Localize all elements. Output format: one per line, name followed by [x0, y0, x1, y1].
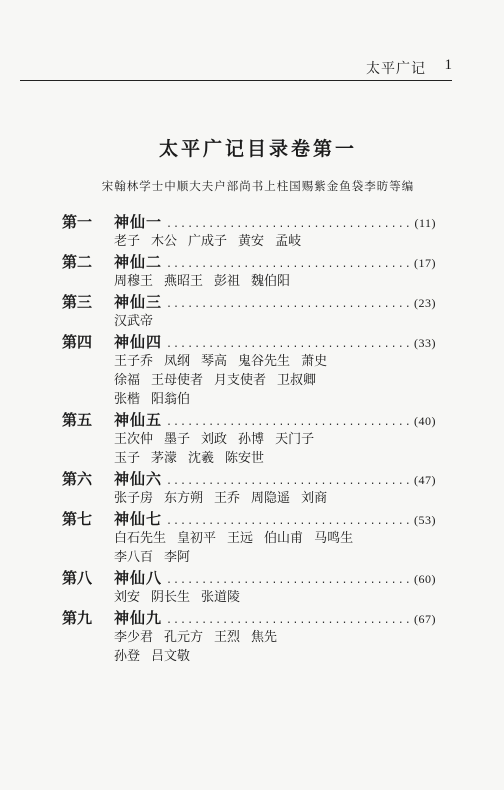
immortal-name: 周穆王 — [114, 274, 154, 289]
chapter-name: 神仙八 — [114, 569, 163, 587]
immortal-name: 王乔 — [214, 491, 241, 506]
immortal-name: 燕昭王 — [164, 274, 204, 289]
immortal-names-line — [62, 312, 436, 331]
immortal-name: 卫叔卿 — [277, 373, 317, 388]
chapter-number: 第五 — [62, 411, 93, 429]
chapter-line — [62, 508, 436, 529]
chapter-name: 神仙三 — [114, 293, 163, 311]
chapter-number: 第一 — [62, 213, 93, 231]
immortal-name: 刘安 — [114, 590, 141, 605]
immortal-name: 孙登 — [114, 649, 141, 664]
chapter-number: 第七 — [62, 510, 93, 528]
dot-leader — [166, 476, 410, 487]
immortal-names-line — [62, 272, 436, 291]
immortal-name: 鬼谷先生 — [238, 354, 291, 369]
immortal-name: 王子乔 — [114, 354, 154, 369]
chapter-line — [62, 251, 436, 272]
immortal-name: 墨子 — [164, 432, 191, 447]
immortal-name: 王远 — [227, 531, 254, 546]
immortal-name: 玉子 — [114, 451, 141, 466]
chapter-name: 神仙四 — [114, 333, 163, 351]
chapter-page-ref: (11) — [414, 216, 436, 230]
chapter-page-ref: (67) — [414, 612, 436, 626]
immortal-name: 张楷 — [114, 392, 141, 407]
immortal-names-line — [62, 548, 436, 567]
chapter-name: 神仙七 — [114, 510, 163, 528]
immortal-name: 阳翁伯 — [151, 392, 191, 407]
chapter-name: 神仙九 — [114, 609, 163, 627]
immortal-names-line — [62, 449, 436, 468]
dot-leader — [166, 219, 410, 230]
chapter-line — [62, 567, 436, 588]
chapter-number: 第二 — [62, 253, 93, 271]
toc-title: 太平广记目录卷第一 — [158, 138, 357, 160]
dot-leader — [166, 575, 410, 586]
immortal-names-line — [62, 489, 436, 508]
running-title: 太平广记 — [366, 61, 426, 77]
immortal-name: 焦先 — [251, 630, 278, 645]
immortal-names-line — [62, 647, 436, 666]
toc-entry — [62, 409, 436, 468]
immortal-name: 黄安 — [238, 234, 265, 249]
immortal-names-line — [62, 371, 436, 390]
toc-list — [62, 211, 436, 666]
immortal-name: 张子房 — [114, 491, 154, 506]
immortal-name: 陈安世 — [225, 451, 265, 466]
dot-leader — [166, 615, 410, 626]
immortal-name: 王母使者 — [151, 373, 204, 388]
immortal-names-line — [62, 588, 436, 607]
immortal-name: 茅濛 — [151, 451, 178, 466]
chapter-page-ref: (47) — [414, 473, 436, 487]
chapter-page-ref: (53) — [414, 513, 436, 527]
immortal-names-line — [62, 232, 436, 251]
chapter-page-ref: (60) — [414, 572, 436, 586]
dot-leader — [166, 299, 410, 310]
dot-leader — [166, 417, 410, 428]
toc-entry — [62, 468, 436, 508]
chapter-number: 第八 — [62, 569, 93, 587]
chapter-page-ref: (33) — [414, 336, 436, 350]
immortal-name: 阴长生 — [151, 590, 191, 605]
chapter-name: 神仙六 — [114, 470, 163, 488]
immortal-name: 李少君 — [114, 630, 154, 645]
running-header — [20, 56, 452, 81]
immortal-names-line — [62, 390, 436, 409]
immortal-name: 孙博 — [238, 432, 265, 447]
chapter-line — [62, 211, 436, 232]
chapter-name: 神仙五 — [114, 411, 163, 429]
immortal-name: 老子 — [114, 234, 141, 249]
immortal-name: 广成子 — [188, 234, 228, 249]
chapter-page-ref: (17) — [414, 256, 436, 270]
immortal-name: 刘商 — [301, 491, 328, 506]
immortal-names-line — [62, 352, 436, 371]
chapter-line — [62, 331, 436, 352]
immortal-name: 萧史 — [301, 354, 328, 369]
chapter-page-ref: (23) — [414, 296, 436, 310]
immortal-name: 沈羲 — [188, 451, 215, 466]
immortal-name: 凤纲 — [164, 354, 191, 369]
immortal-name: 琴高 — [201, 354, 228, 369]
immortal-name: 张道陵 — [201, 590, 241, 605]
chapter-line — [62, 291, 436, 312]
toc-entry — [62, 607, 436, 666]
immortal-name: 魏伯阳 — [251, 274, 291, 289]
immortal-name: 白石先生 — [114, 531, 167, 546]
immortal-name: 孔元方 — [164, 630, 204, 645]
immortal-name: 天门子 — [275, 432, 315, 447]
chapter-name: 神仙一 — [114, 213, 163, 231]
immortal-name: 王次仲 — [114, 432, 154, 447]
chapter-number: 第九 — [62, 609, 93, 627]
dot-leader — [166, 339, 410, 350]
toc-entry — [62, 508, 436, 567]
immortal-name: 汉武帝 — [114, 314, 154, 329]
toc-entry — [62, 291, 436, 331]
immortal-name: 彭祖 — [214, 274, 241, 289]
chapter-line — [62, 607, 436, 628]
chapter-page-ref: (40) — [414, 414, 436, 428]
immortal-name: 东方朔 — [164, 491, 204, 506]
immortal-name: 木公 — [151, 234, 178, 249]
immortal-name: 马鸣生 — [314, 531, 354, 546]
chapter-line — [62, 409, 436, 430]
chapter-number: 第六 — [62, 470, 93, 488]
immortal-name: 月支使者 — [214, 373, 267, 388]
chapter-number: 第三 — [62, 293, 93, 311]
immortal-name: 王烈 — [214, 630, 241, 645]
immortal-names-line — [62, 430, 436, 449]
immortal-name: 刘政 — [201, 432, 228, 447]
immortal-name: 皇初平 — [177, 531, 217, 546]
immortal-names-line — [62, 628, 436, 647]
chapter-name: 神仙二 — [114, 253, 163, 271]
immortal-name: 李阿 — [164, 550, 191, 565]
immortal-name: 伯山甫 — [264, 531, 304, 546]
toc-entry — [62, 211, 436, 251]
dot-leader — [166, 516, 410, 527]
toc-entry — [62, 567, 436, 607]
immortal-name: 孟岐 — [275, 234, 302, 249]
chapter-line — [62, 468, 436, 489]
chapter-number: 第四 — [62, 333, 93, 351]
page-number: 1 — [444, 57, 452, 73]
immortal-name: 李八百 — [114, 550, 154, 565]
toc-entry — [62, 251, 436, 291]
immortal-name: 周隐遥 — [251, 491, 291, 506]
toc-entry — [62, 331, 436, 409]
attribution: 宋翰林学士中顺大夫户部尚书上柱国赐紫金鱼袋李昉等编 — [101, 179, 415, 193]
immortal-names-line — [62, 529, 436, 548]
immortal-name: 徐福 — [114, 373, 141, 388]
dot-leader — [166, 259, 410, 270]
immortal-name: 吕文敬 — [151, 649, 191, 664]
